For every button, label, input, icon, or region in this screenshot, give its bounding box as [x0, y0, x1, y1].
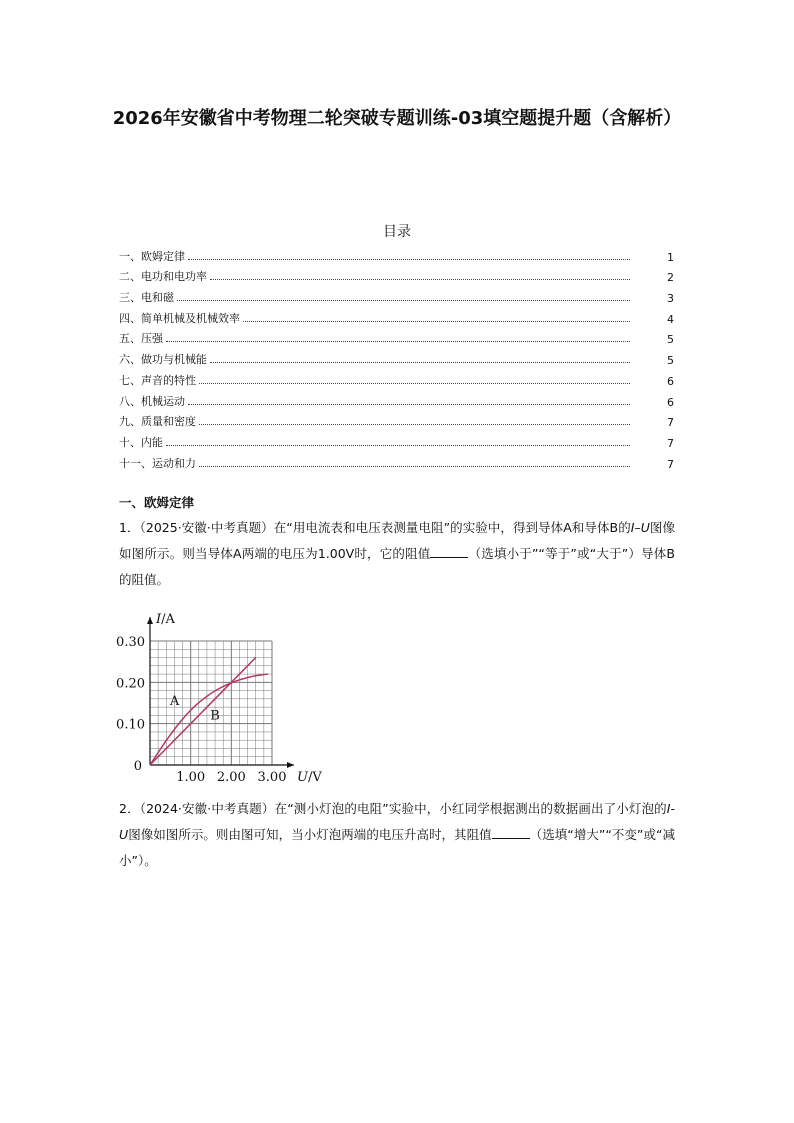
toc-item-page: 7	[667, 457, 674, 471]
toc-item-label: 三、电和磁	[119, 291, 174, 305]
y-tick-label: 0.30	[116, 635, 145, 650]
x-axis-variable: U	[297, 770, 308, 785]
x-axis-unit: /V	[307, 770, 322, 785]
section-heading: 一、欧姆定律	[119, 495, 195, 510]
toc-item-page: 2	[667, 271, 674, 285]
toc-item[interactable]	[119, 388, 674, 409]
y-tick-label: 0.20	[116, 676, 145, 692]
iu-graph	[115, 610, 345, 790]
x-tick-label: 2.00	[216, 770, 246, 785]
toc-item-label: 六、做功与机械能	[119, 353, 207, 367]
question-2-text-c: （选填“增大”“不变”或“减小”）。	[119, 827, 675, 868]
question-1-var-u: U	[640, 520, 650, 535]
toc-item[interactable]	[119, 305, 674, 326]
toc-item-page: 6	[667, 374, 674, 388]
toc-item-page: 5	[667, 354, 674, 368]
toc-heading: 目录	[383, 224, 411, 240]
question-2-var-iu: I-U	[119, 801, 675, 842]
question-1-dash: –	[634, 520, 641, 535]
answer-blank[interactable]	[430, 545, 468, 558]
toc-leader-dots	[199, 424, 630, 425]
toc-item-label: 八、机械运动	[119, 394, 185, 408]
question-2-text-a: 2．（2024·安徽·中考真题）在“测小灯泡的电阻”实验中，小红同学根据测出的数据画出了小灯泡的	[119, 801, 667, 816]
table-of-contents	[119, 243, 674, 471]
toc-item-page: 1	[667, 250, 674, 264]
toc-item[interactable]	[119, 346, 674, 367]
x-tick-label: 1.00	[176, 770, 206, 785]
toc-item-label: 二、电功和电功率	[119, 270, 207, 284]
x-axis-label	[297, 770, 322, 785]
toc-item-label: 四、简单机械及机械效率	[119, 311, 240, 325]
toc-item-label: 十一、运动和力	[119, 456, 196, 470]
toc-item[interactable]	[119, 409, 674, 430]
question-2	[119, 796, 675, 874]
question-1-var-i: I	[630, 520, 635, 535]
question-1-text-c: （选填小于”“等于”或“大于”）导体B的阻值。	[119, 546, 675, 587]
toc-item-page: 4	[667, 312, 674, 326]
toc-leader-dots	[210, 279, 630, 280]
document-title: 2026年安徽省中考物理二轮突破专题训练-03填空题提升题（含解析）	[112, 108, 682, 129]
toc-leader-dots	[210, 362, 630, 363]
toc-leader-dots	[166, 341, 630, 342]
toc-leader-dots	[188, 404, 630, 405]
series-line-a	[150, 674, 268, 765]
origin-label: 0	[133, 759, 142, 774]
toc-leader-dots	[243, 321, 630, 322]
y-axis-unit: /A	[161, 612, 175, 627]
toc-item-label: 一、欧姆定律	[119, 249, 185, 263]
toc-item[interactable]	[119, 284, 674, 305]
toc-leader-dots	[166, 445, 630, 446]
toc-item-label: 五、压强	[119, 332, 163, 346]
y-axis-arrow	[147, 617, 153, 624]
toc-item[interactable]	[119, 367, 674, 388]
toc-item-label: 十、内能	[119, 435, 163, 449]
toc-item[interactable]	[119, 264, 674, 285]
x-tick-label: 3.00	[257, 770, 287, 785]
question-1-text-b: 图像如图所示。则当导体A两端的电压为1.00V时，它的阻值	[119, 520, 675, 561]
toc-item-label: 九、质量和密度	[119, 415, 196, 429]
toc-leader-dots	[188, 259, 630, 260]
x-axis-arrow	[287, 762, 294, 768]
question-1	[119, 515, 675, 593]
toc-item[interactable]	[119, 326, 674, 347]
series-line-b	[150, 658, 256, 765]
toc-item-label: 七、声音的特性	[119, 373, 196, 387]
toc-leader-dots	[199, 466, 630, 467]
toc-item-page: 6	[667, 395, 674, 409]
toc-item[interactable]	[119, 243, 674, 264]
y-axis-variable: I	[156, 612, 162, 627]
answer-blank[interactable]	[492, 826, 530, 839]
toc-item-page: 5	[667, 333, 674, 347]
toc-item[interactable]	[119, 450, 674, 471]
toc-leader-dots	[199, 383, 630, 384]
y-tick-label: 0.10	[116, 717, 145, 733]
toc-item-page: 7	[667, 416, 674, 430]
toc-leader-dots	[177, 300, 630, 301]
toc-item-page: 3	[667, 292, 674, 306]
toc-item[interactable]	[119, 429, 674, 450]
question-1-text-a: 1．（2025·安徽·中考真题）在“用电流表和电压表测量电阻”的实验中，得到导体A和导体B的	[119, 520, 631, 535]
y-axis-label	[155, 612, 176, 627]
toc-item-page: 7	[667, 436, 674, 450]
series-label-a: A	[169, 694, 180, 710]
series-label-b: B	[210, 708, 220, 724]
question-2-text-b: 图像如图所示。则由图可知，当小灯泡两端的电压升高时，其阻值	[128, 827, 492, 842]
